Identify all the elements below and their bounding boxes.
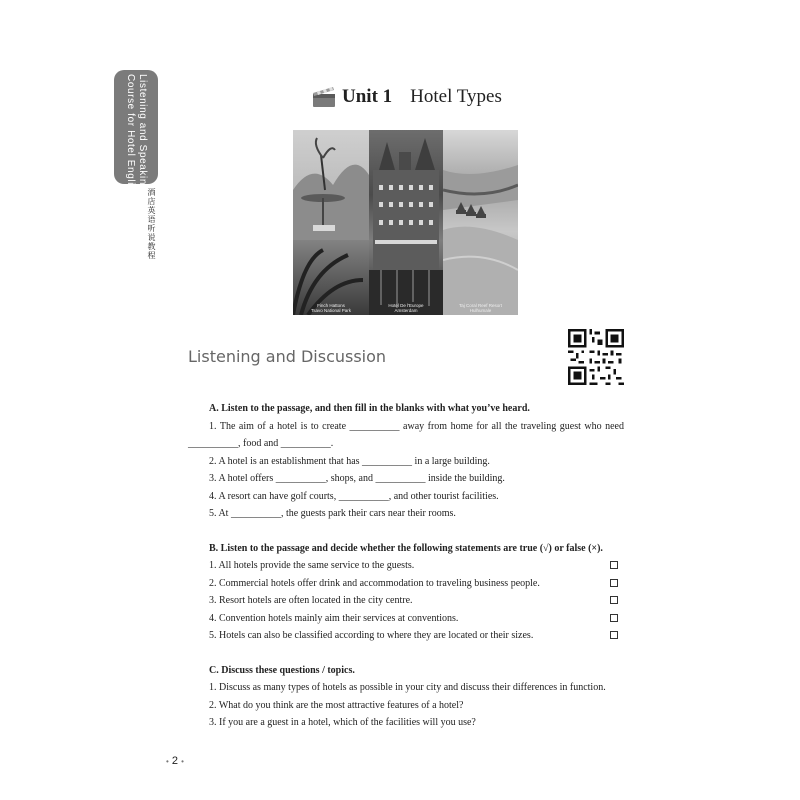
beach-resort-image (443, 130, 518, 315)
photo-caption: Hotel De l'Europe Amsterdam (388, 303, 424, 313)
hotel-photo-collage (293, 130, 518, 315)
part-b-statement (188, 575, 624, 593)
clapperboard-icon (312, 86, 336, 108)
side-tab-course-title: Listening and Speaking Course for Hotel English (125, 74, 148, 197)
safari-scene-image (293, 130, 369, 315)
page-number-value: 2 (171, 755, 178, 767)
answer-checkbox[interactable] (610, 561, 618, 569)
dot-icon: • (166, 757, 169, 766)
city-hotel-image (369, 130, 443, 315)
statement-text: 4. Convention hotels mainly aim their services at conventions. (209, 612, 459, 624)
part-a-item: 2. A hotel is an establishment that has __________ in a large building. (209, 455, 490, 467)
photo-safari-lodge (293, 130, 369, 315)
answer-checkbox[interactable] (610, 631, 618, 639)
part-a-item: 1. The aim of a hotel is to create __________ away from home for all the traveling guest who need __________, food and __________. (188, 420, 624, 449)
answer-checkbox[interactable] (610, 596, 618, 604)
answer-checkbox[interactable] (610, 579, 618, 587)
statement-text: 3. Resort hotels are often located in the city centre. (209, 595, 413, 606)
section-title: Listening and Discussion (188, 347, 387, 366)
photo-city-hotel (369, 130, 443, 315)
part-b-heading: B. Listen to the passage and decide whether the following statements are true (√) or false (×). (209, 542, 603, 554)
qr-code-icon[interactable] (568, 329, 624, 385)
unit-number: Unit 1 (342, 86, 393, 107)
answer-checkbox[interactable] (610, 614, 618, 622)
part-a-heading: A. Listen to the passage, and then fill in the blanks with what you’ve heard. (209, 403, 530, 414)
part-c-item: 1. Discuss as many types of hotels as possible in your city and discuss their differences in function. (209, 682, 606, 693)
part-a-item: 3. A hotel offers __________, shops, and __________ inside the building. (209, 473, 505, 484)
dot-icon: • (181, 757, 184, 766)
page-number (166, 755, 184, 767)
photo-beach-resort (443, 130, 518, 315)
statement-text: 2. Commercial hotels offer drink and accommodation to traveling business people. (209, 577, 540, 589)
unit-name: Hotel Types (410, 86, 502, 107)
part-c-item: 3. If you are a guest in a hotel, which of the facilities will you use? (209, 717, 476, 728)
exercise-content (188, 400, 624, 732)
photo-caption: Taj Coral Reef Resort Hulhumale (458, 303, 503, 313)
part-b-statement (188, 627, 624, 645)
part-b-statement (188, 610, 624, 628)
part-c-item: 2. What do you think are the most attractive features of a hotel? (209, 699, 464, 711)
part-a-item: 5. At __________, the guests park their cars near their rooms. (209, 508, 456, 519)
part-b-statement (188, 557, 624, 575)
photo-caption: Finch Hattons Tsavo National Park (310, 303, 352, 313)
unit-title (312, 84, 502, 110)
side-tab-chinese-title: 酒店英语听说教程 (147, 188, 156, 260)
part-a-item: 4. A resort can have golf courts, __________, and other tourist facilities. (209, 490, 499, 502)
statement-text: 5. Hotels can also be classified according to where they are located or their sizes. (209, 630, 534, 641)
part-b-statement (188, 592, 624, 610)
statement-text: 1. All hotels provide the same service to the guests. (209, 560, 415, 571)
part-c-heading: C. Discuss these questions / topics. (209, 664, 355, 676)
